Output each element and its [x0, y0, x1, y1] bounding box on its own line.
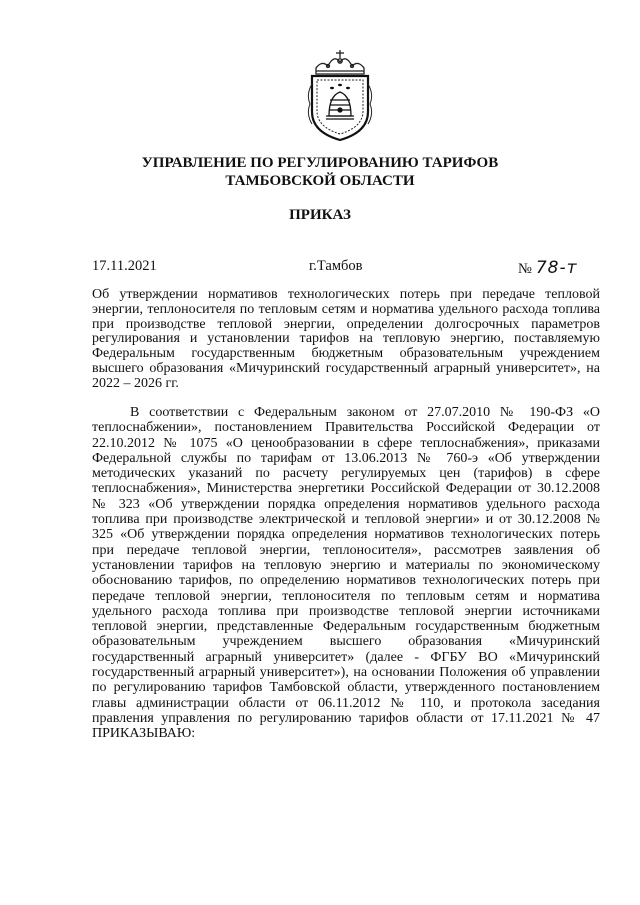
order-date: 17.11.2021 — [92, 258, 157, 274]
order-number — [518, 258, 578, 278]
issuing-authority-header — [0, 154, 640, 190]
document-type-title: ПРИКАЗ — [289, 207, 351, 223]
order-city: г.Тамбов — [309, 258, 363, 274]
authority-name-line-1: УПРАВЛЕНИЕ ПО РЕГУЛИРОВАНИЮ ТАРИФОВ — [141, 155, 499, 171]
order-preamble-paragraph: В соответствии с Федеральным законом от 27.07.2010 № 190-ФЗ «О теплоснабжении», постановлением Правительства Российской Федерации от 22.10.2012 № 1075 «О ценообразовании в сфере теплоснабжения», приказами Федеральной службы по тарифам от 13.06.2013 № 760-э «Об утверждении методических указаний по расчету регулируемых цен (тарифов) в сфере теплоснабжения», Министерства энергетики Российской Федерации от 30.12.2008 № 323 «Об утверждении порядка определения нормативов удельного расхода топлива при производстве электрической и тепловой энергии» и от 30.12.2008 № 325 «Об утверждении порядка определения нормативов технологических потерь при передаче тепловой энергии, теплоносителя», рассмотрев заявления об установлении тарифов на тепловую энергию и материалы по экономическому обоснованию тарифов, по определению нормативов технологических потерь при передаче тепловой энергии, теплоносителя по тепловым сетям и норматива удельного расхода топлива при производстве тепловой энергии источниками тепловой энергии, представленные Федеральным государственным бюджетным образовательным учреждением высшего образования «Мичуринский государственный аграрный университет» (далее - ФГБУ ВО «Мичуринский государственный аграрный университет»), на основании Положения об управлении по регулированию тарифов Тамбовской области, утвержденного постановлением главы администрации области от 06.11.2012 № 110, и протокола заседания правления управления по регулированию тарифов области от 17.11.2021 № 47 ПРИКАЗЫВАЮ: — [92, 405, 600, 742]
authority-name-line-2: ТАМБОВСКОЙ ОБЛАСТИ — [225, 173, 415, 189]
handwritten-order-number: 78-т — [535, 258, 578, 278]
tambov-coat-of-arms-icon — [298, 44, 382, 144]
number-sign: № — [518, 261, 532, 277]
order-subject: Об утверждении нормативов технологических потерь при передаче тепловой энергии, теплоносителя по тепловым сетям и норматива удельного расхода топлива при производстве тепловой энергии, определении долгосрочных параметров регулирования и установлении тарифов на тепловую энергию, поставляемую Федеральным государственным бюджетным образовательным учреждением высшего образования «Мичуринский государственный аграрный университет», на 2022 – 2026 гг. — [92, 287, 600, 391]
